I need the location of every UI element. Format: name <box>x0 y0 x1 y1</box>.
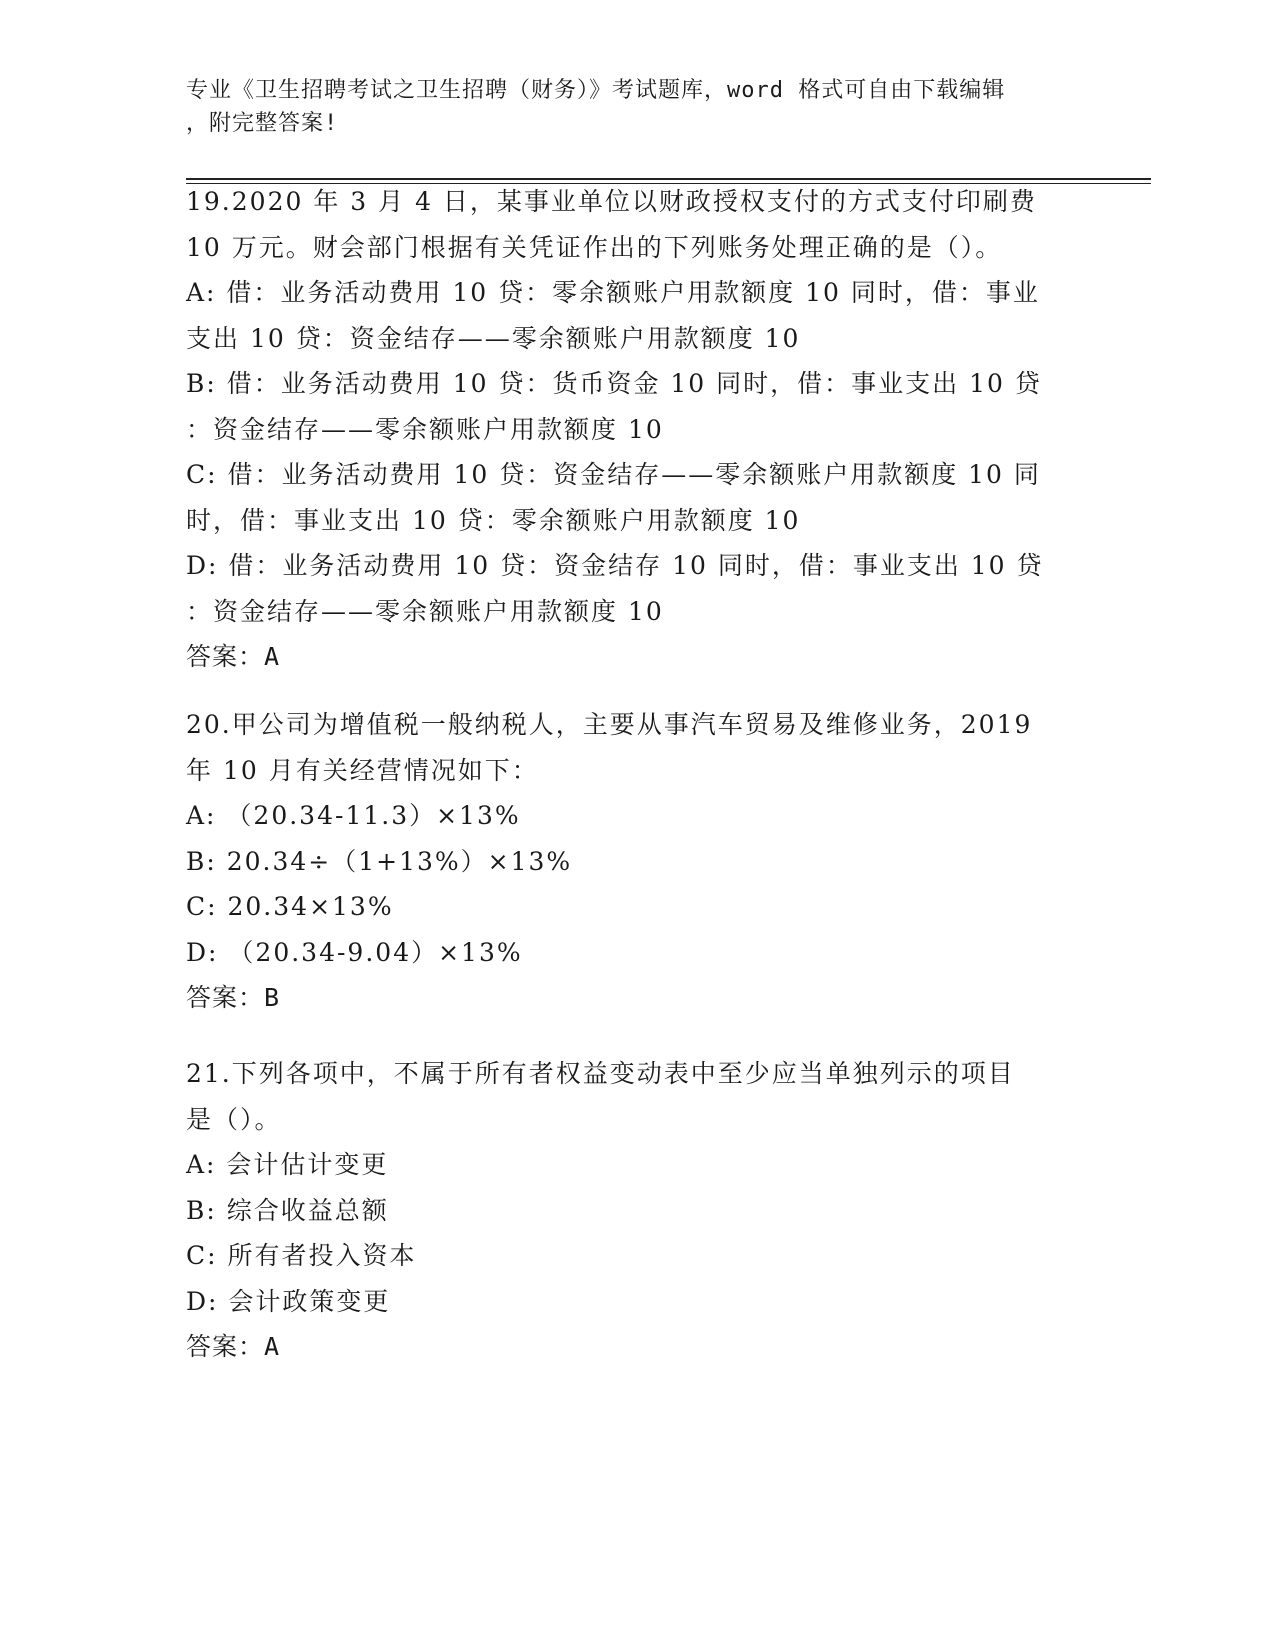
option-b-line: B: 综合收益总额 <box>186 1195 389 1225</box>
question-19 <box>186 179 1086 680</box>
option-a-line: A: （20.34-11.3）×13% <box>186 801 521 830</box>
option-b-line: ：资金结存——零余额账户用款额度 10 <box>186 414 664 444</box>
option-c-line: C: 20.34×13% <box>186 892 394 921</box>
option-a-line: A: 会计估计变更 <box>186 1150 389 1179</box>
question-stem-line: 10 万元。财会部门根据有关凭证作出的下列账务处理正确的是（）。 <box>186 232 1003 262</box>
option-d-line: D: （20.34-9.04）×13% <box>186 937 523 967</box>
option-d-line: D: 会计政策变更 <box>186 1286 391 1316</box>
answer-label: 答案：A <box>186 642 281 671</box>
option-a-line: 支出 10 贷：资金结存——零余额账户用款额度 10 <box>186 323 801 353</box>
header-line-1: 专业《卫生招聘考试之卫生招聘（财务）》考试题库，word 格式可自由下载编辑 <box>186 78 1006 103</box>
question-stem-line: 是（）。 <box>186 1104 282 1134</box>
option-c-line: 时，借：事业支出 10 贷：零余额账户用款额度 10 <box>186 505 801 535</box>
question-stem-line: 年 10 月有关经营情况如下： <box>186 755 539 785</box>
document-header <box>186 74 1086 140</box>
question-stem-line: 21.下列各项中，不属于所有者权益变动表中至少应当单独列示的项目 <box>186 1059 1015 1088</box>
header-line-2: ，附完整答案! <box>186 111 339 136</box>
question-21 <box>186 1051 1086 1370</box>
answer-label: 答案：B <box>186 983 281 1012</box>
option-c-line: C: 借：业务活动费用 10 贷：资金结存——零余额账户用款额度 10 同 <box>186 460 1041 489</box>
question-20 <box>186 702 1086 1021</box>
answer-label: 答案：A <box>186 1332 281 1361</box>
option-a-line: A: 借：业务活动费用 10 贷：零余额账户用款额度 10 同时，借：事业 <box>186 278 1040 307</box>
question-stem-line: 20.甲公司为增值税一般纳税人，主要从事汽车贸易及维修业务，2019 <box>186 710 1033 739</box>
option-b-line: B: 借：业务活动费用 10 贷：货币资金 10 同时，借：事业支出 10 贷 <box>186 369 1042 398</box>
question-stem-line: 19.2020 年 3 月 4 日，某事业单位以财政授权支付的方式支付印刷费 <box>186 187 1037 216</box>
option-c-line: C: 所有者投入资本 <box>186 1241 417 1270</box>
option-d-line: D: 借：业务活动费用 10 贷：资金结存 10 同时，借：事业支出 10 贷 <box>186 551 1044 580</box>
option-d-line: ：资金结存——零余额账户用款额度 10 <box>186 596 664 626</box>
option-b-line: B: 20.34÷（1+13%）×13% <box>186 846 573 876</box>
